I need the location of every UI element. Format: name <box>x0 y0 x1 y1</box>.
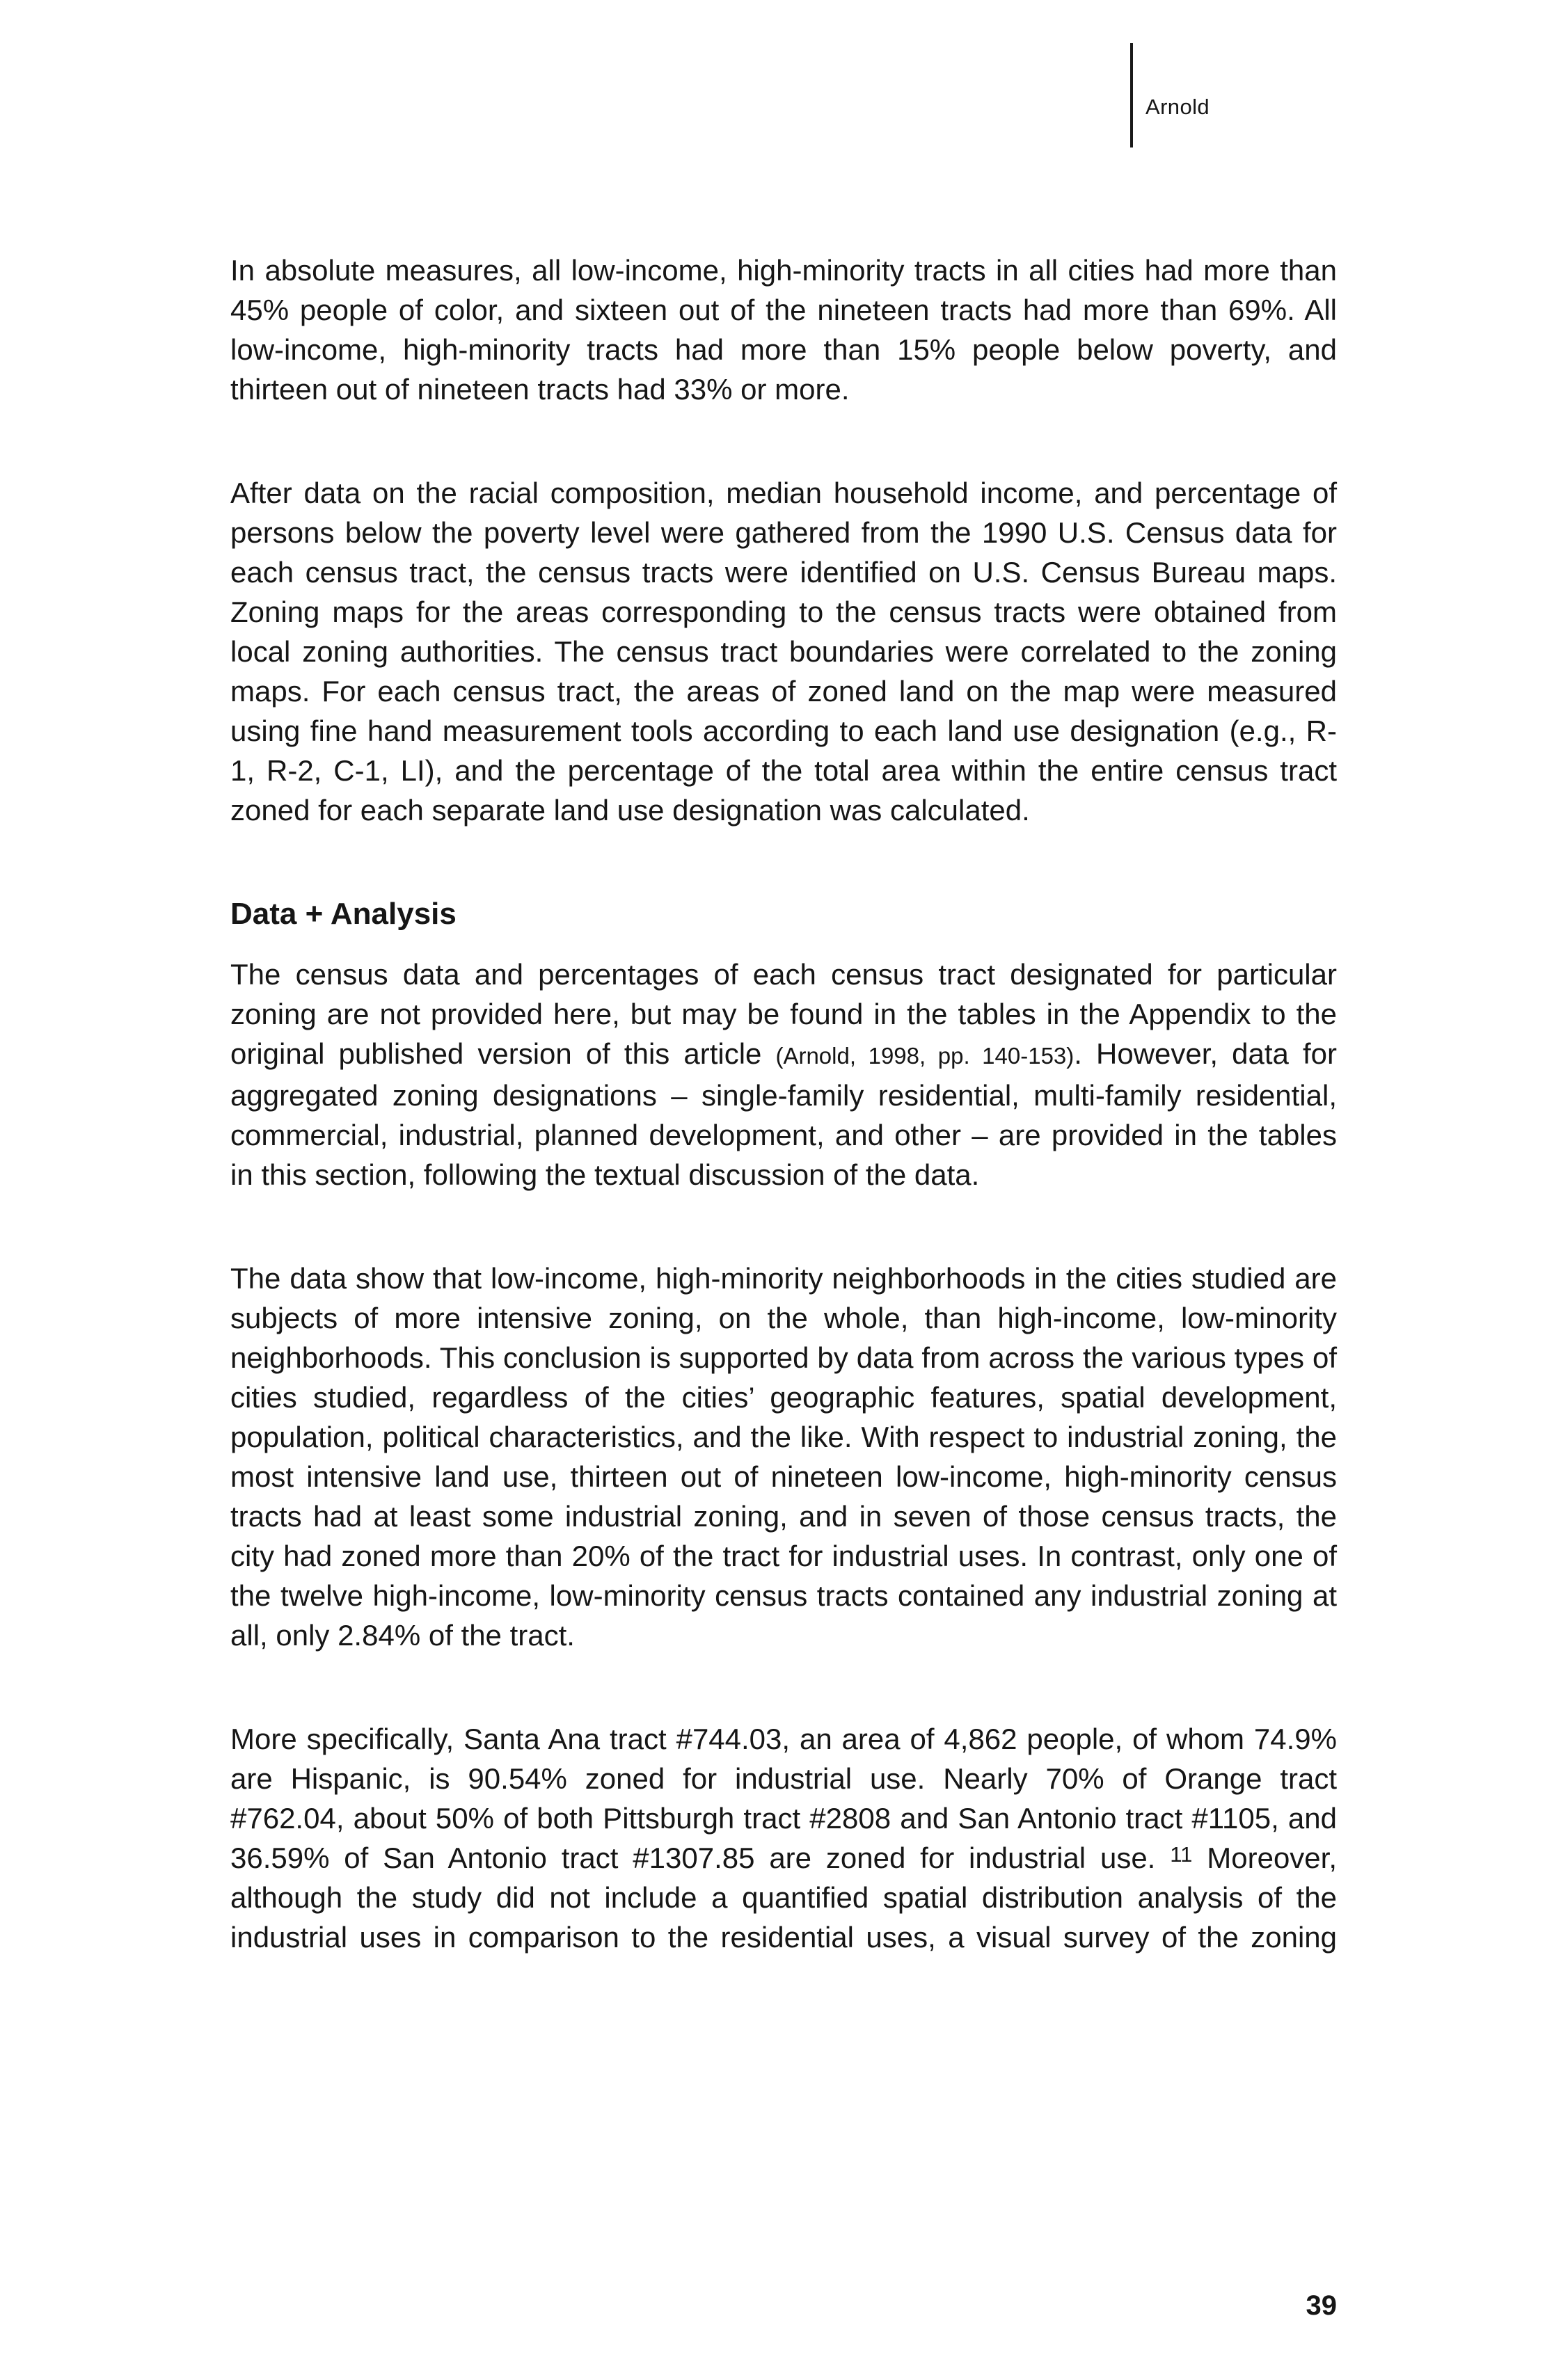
page-number: 39 <box>1306 2290 1337 2321</box>
citation-text: (Arnold, 1998, pp. 140-153) <box>775 1043 1075 1069</box>
paragraph-methodology: After data on the racial composition, median household income, and percentage of persons below the poverty level were gathered from the 1990 U.S. Census data for each census tract, the census tracts were identified on U.S. Census Bureau maps. Zoning maps for the areas corresponding to the census tracts were obtained from local zoning authorities. The census tract boundaries were correlated to the zoning maps. For each census tract, the areas of zoned land on the map were measured using fine hand measurement tools according to each land use designation (e.g., R-1, R-2, C-1, LI), and the percentage of the total area within the entire census tract zoned for each separate land use designation was calculated. <box>230 477 1337 826</box>
running-header-author: Arnold <box>1145 95 1210 119</box>
paragraph-examples <box>230 1719 1337 1957</box>
header-divider-line <box>1130 43 1133 147</box>
paragraph-text: More specifically, Santa Ana tract #744.03, an area of 4,862 people, of whom 74.9% are Hispanic, is 90.54% zoned for industrial use. Nearly 70% of Orange tract #762.04, about 50% of both Pittsburgh tract #2808 and San Antonio tract #1105, and 36.59% of San Antonio tract #1307.85 are zoned for industrial use. <box>230 1723 1337 1874</box>
paragraph-text: The census data and percentages of each census tract designated for particular zoning are not provided here, but may be found in the tables in the Appendix to the original published version of this article <box>230 958 1337 1070</box>
section-heading-data-analysis: Data + Analysis <box>230 897 457 931</box>
page-content <box>230 250 1337 2021</box>
paragraph-findings: The data show that low-income, high-minority neighborhoods in the cities studied are subjects of more intensive zoning, on the whole, than high-income, low-minority neighborhoods. This conclusion is supported by data from across the various types of cities studied, regardless of the cities’ geographic features, spatial development, population, political characteristics, and the like. With respect to industrial zoning, the most intensive land use, thirteen out of nineteen low-income, high-minority census tracts had at least some industrial zoning, and in seven of those census tracts, the city had zoned more than 20% of the tract for industrial uses. In contrast, only one of the twelve high-income, low-minority census tracts contained any industrial zoning at all, only 2.84% of the tract. <box>230 1262 1337 1652</box>
paragraph-text: . However, data for aggregated zoning designations – single-family residential, multi-family residential, commercial, industrial, planned development, and other – are provided in the tables in this section, following the textual discussion of the data. <box>230 1037 1337 1191</box>
paragraph-absolute-measures: In absolute measures, all low-income, high-minority tracts in all cities had more than 45% people of color, and sixteen out of the nineteen tracts had more than 69%. All low-income, high-minority tracts had more than 15% people below poverty, and thirteen out of nineteen tracts had 33% or more. <box>230 254 1337 406</box>
footnote-reference: 11 <box>1170 1842 1193 1867</box>
paragraph-tables-note <box>230 955 1337 1195</box>
paragraph-text: Moreover, although the study did not include a quantified spatial distribution analysis of the industrial uses in comparison to the residential uses, a visual survey of the zoning <box>230 1842 1338 1954</box>
